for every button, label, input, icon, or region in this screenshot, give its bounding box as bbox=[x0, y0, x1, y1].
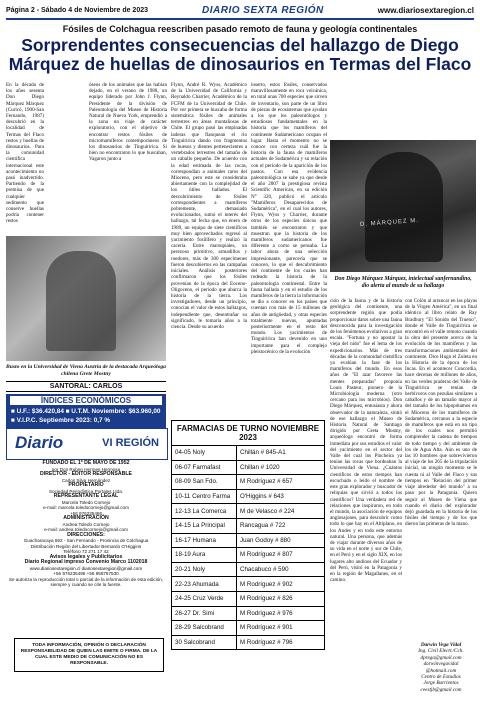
staff-line: Teléfono 72 271 17 42 bbox=[63, 549, 109, 554]
pharmacy-address: M Rodríguez # 796 bbox=[237, 635, 325, 650]
signature-line: Darwin Vega Vidal bbox=[420, 642, 462, 648]
article-col-4: inserto, estos fósiles, conservados maravillosamente en roca volcánica, en total unas 700 especies que sirven de inventario, son parte de un libro de piezas de ecosistemas que ayudan a los que los paleontólogos y estudiosos fundamentales en la historia que los mamíferos del continente Sudamericano ocupan el lugar. Hasta el momento no se conoce con certeza cuál fue la historia de la fauna de mamíferos actuales de Sudamérica y su relación con el período de la aparición de los pastos. Con esa evidencia paleontológica se sabe ya que desde el año 2007 la prestigiosa revista Scientific American, en su edición N° 320, publicó el artículo "Mamíferos Desaparecidos de Sudamérica", en el cual los autores, Flynn, Wyss y Charrier, durante otros de los especies únicos que también se encontraron y que muestran que la historia de los mamíferos sudamericanos fue diferente a como se pensaba. La labor ahora de una selección impresionante, parecería que se conocen, lo que el descubrimiento del continente de los cuales han rodeado la historia de la paleontología continental. Entre la fauna hallada y en el estudio de los mamíferos de la tierra la información se dio a conocer en los países que cuentan con más de 15 millones de años de antigüedad, y otras especies totalmente nuevas, apuntadas posteriormente en el resto del mundo. Los yacimientos de Tinguiririca han devenido en uno importante para el complejo pleistocénico de la evolución bbox=[251, 82, 327, 355]
staff-line: e-mail: andrea.toledocornejo@gmail.com bbox=[44, 527, 128, 532]
article-col-5: ción de la fauna y de la historia geológica del continente, una sorprendente región que podía proporcionar datos sobre una fauna desconocida para la investigación de los fenómenos evolutivos a gran escala. "Fortuna y no apostar la vieja del nido" fue el lema de los expedicionarios. Más de tres décadas de la comunidad científica ya evalúan la fase de los mamíferos del mundo. En esos años de "El azar favorece las mentes preparadas" proponía Louis Pasteur, pionero de la Microbiología moderna (otro cercano para los microbios). Don Diego Márquez, entusiasta y ahora observador de la naturaleza, sintió de ese hallazgo el Museo de Historia Natural de Santiago dirigido por Greta Mostny, arqueóloga encontró de forma inmediata por sus estudios el valor del yacimiento en el sector del Valle del cual los Pincheira ya tenían las rocas que bordeaban la Universidad de Viena. ¿Cuántos científicos de estos tiempos han escuchado o leído el nombre de este gran explorador y buscador de reliquias que sirvió a todos los científicos? Una verdadera red de relaciones que inspiraron, en todo el mundo, la asociación de equipos anglosajones, para descubrir como todo lo que hay en el Altiplano, en los Andes y en todo este entorno natural. Una persona, que además de viajar durante diversos años de su vida en el norte y sur de Chile, en el Perú y en el siglo XIX, en los lugares alto andinos del Ecuador y del Perú, visitó en la Patagonia y en la región de Magallanes, en el camino. bbox=[330, 298, 402, 584]
staff-line: www.diariosextaregion.cl diariosextaregion@gmail.com bbox=[29, 565, 143, 571]
pharmacy-address: M Rodríguez # 807 bbox=[237, 548, 325, 563]
pharmacy-row bbox=[172, 591, 325, 606]
pharmacy-address: Chillán # 845-A1 bbox=[237, 446, 325, 461]
indices-row: ■ V.I.P.C. Septiembre 2023: 0,7 % bbox=[11, 417, 111, 424]
pharmacy-date-name: 20-21 Noly bbox=[172, 562, 237, 577]
pharmacy-address: Juan Godoy # 880 bbox=[237, 533, 325, 548]
header-rule bbox=[6, 18, 474, 20]
economic-indices bbox=[6, 394, 166, 428]
pharmacy-row bbox=[172, 577, 325, 592]
staff-line: Sociedad Periodística Portales Ltda. bbox=[48, 488, 124, 494]
pharmacy-date-name: 22-23 Ahumada bbox=[172, 577, 237, 592]
pharmacy-date-name: 28-29 Salcobrand bbox=[172, 621, 237, 636]
staff-line: ADMINISTRACIÓN bbox=[63, 515, 109, 521]
pharmacy-address: O'Higgins # 643 bbox=[237, 489, 325, 504]
disclaimer-box: TODA INFORMACIÓN, OPINIÓN O DECLARACIÓN RESPONSABILIDAD DE QUIEN LAS EMITE O FIRMA. DE LA CUAL ESTE MEDIO DE COMUNICACIÓN NO ES RESPONSABLE. bbox=[14, 638, 164, 672]
pharmacy-row bbox=[172, 621, 325, 636]
pharmacy-address: M Rodríguez # 657 bbox=[237, 475, 325, 490]
staff-line: FUNDADO EL 1º DE MAYO DE 1952 bbox=[42, 460, 130, 466]
pharmacy-address: Chillan # 1020 bbox=[237, 460, 325, 475]
pharmacy-row bbox=[172, 635, 325, 650]
staff-line: Carlos Silva Hernández bbox=[61, 477, 111, 483]
staff-line: e-mail: marcela.toledocornejo@gmail.com bbox=[43, 505, 129, 510]
pharmacy-row bbox=[172, 460, 325, 475]
staff-line: Guacharacaya 592 - San Fernando - Provincia de Colchagua bbox=[23, 538, 149, 543]
pharmacy-row bbox=[172, 606, 325, 621]
staff-line: Avisos legales y Publicitarios bbox=[49, 553, 123, 560]
staff-line: DIRECCIONES: bbox=[67, 531, 105, 538]
signature-line: Centro de Estudios bbox=[421, 674, 461, 681]
bust-photo bbox=[6, 236, 166, 361]
staff-line: Distribución Región del Libertador Bernardo O'Higgins bbox=[30, 543, 142, 549]
article-col-2: óseos de los animales que las habían dejado, en el verano de 1988, un equipo liderado por John J. Flynn, Presidente de la división de Paleontología del Museo de Historia Natural de Nueva York, emprendió a la zona un viaje de carácter exploratorio, con el objetivo de encontrar restos fósiles de micromamíferos contemporáneos de los dinosaurios de Tinguiririca. Si bien no encontraron lo que buscaban, Vagaron junto a bbox=[89, 82, 167, 163]
pharmacy-date-name: 30 Salcobrand bbox=[172, 635, 237, 650]
article-col-6: con Colón al arrancar en las playas de la Virgen América", en un final idéntico al libro relato de Ray Bradbury "El Sonido del Trueno", donde el Valle de Tinguiririca se encontró en el valle remoto cuando la obra del presente acerca de la evolución de los mamíferos y las transformaciones ambientales del continente. Dice Hugo el Zuleta en la Historia de la época de los Incas. En el acontecer Concordia, hace decenas de millones de años, en las verdes praderas del Valle de Tinguiririca se tenían de herbívoros con pezuñas similares a caballos y de un tamaño mayor al del tamaño de los hipopótamos en el Mioceno de los mamíferos de Sudamérica, cercanos a la especie de mamíferos que está en un tipo de los cuales nos permitió comprender la cadena de tiempos de todo tiempo y del ambiente de los de Agua Alta. Aún es uno de las 10 hombres que sobrevivieron al viaje de los 265 de la tripulación inicial, un ningún momento se le cuenta ni al Valle del Flaco y sus tiempos en "Relación del primer viaje alrededor del mundo" a su paso por la Patagonia. Quiero seguir al Museo de Viena que cuando el diario del explorador dejó guardada en la historia de los fósiles del tiempo y de los que dieron las primeras de la mano. bbox=[405, 298, 477, 528]
page-date: Página 2 - Sábado 4 de Noviembre de 2023 bbox=[6, 6, 148, 14]
diario-logo-box bbox=[6, 428, 168, 460]
staff-line: +56 976235496 bbox=[69, 510, 103, 516]
staff-line: Marcela Toledo Cornejo bbox=[61, 499, 111, 505]
page-header bbox=[6, 3, 474, 17]
signature-line: @hotmail.com bbox=[425, 667, 457, 674]
pharmacy-address: Rancagua # 722 bbox=[237, 518, 325, 533]
staff-line: Andrea Toledo Cornejo bbox=[62, 521, 110, 527]
article-col-3: Flynn, André R. Wyss, Académico de la Universidad de California y Reynaldo Charrier, Académico de la FCFM de la Universidad de Chile. Por ver primera se buscaba de forma sistemática fósiles de animales terrestres en áreas montañosas de Chile. El grupo pasó las empinadas laderas que flanquean el río Tinguiririca dando con fragmentos de huesos y dientes pertenecientes a vertebrados terrestres del tamaño de un caballo pequeño. De acuerdo con la edad estimada de las rocas, correspondían a animales raros del Mioceno, pero este se consideraba abiertamente con la complejidad de los útiles hallados. El descubrimiento de fósiles correspondientes a mamíferos pobremente, demasiado evolucionados, sumó el interés del hallazgo, tal fecha que, en enero de 1989, un equipo de siete científicos muy bien aprovechados regresó al yacimiento fosilífero y realizó la cacería. Entre marsupiales, un perezoso primitivo, armadillos y roedores, más de 300 especímenes fueron descubiertos en las campañas iniciales. Análisis posteriores confirmaron que los fósiles provenían de la época del Eoceno-Oligoceno, el periodo que abarca la historia de la tierra. Los investigadores, desde un principio, conocían el valor de estos hallazgos, independiente que, desentrañar su significado, le tomaría años a la ciencia. Desde su acuerdo bbox=[171, 82, 247, 330]
pharmacy-row bbox=[172, 475, 325, 490]
pharmacy-row bbox=[172, 489, 325, 504]
pharmacy-table-box bbox=[171, 420, 325, 650]
indices-row: ■ U.F.: $36.420,84 ■ U.T.M. Noviembre: $63.960,00 bbox=[11, 408, 161, 415]
pharmacy-address: M Rodríguez # 902 bbox=[237, 577, 325, 592]
pharmacy-date-name: 06-07 Farmafast bbox=[172, 460, 237, 475]
pharmacy-date-name: 16-17 Humana bbox=[172, 533, 237, 548]
pharmacy-date-name: 10-11 Centro Farma bbox=[172, 489, 237, 504]
pharmacy-date-name: 12-13 La Comerca bbox=[172, 504, 237, 519]
staff-line: Diario Regional impreso Convenio Marco 1102018 bbox=[24, 559, 148, 565]
signature-line: darwinvegavidal bbox=[423, 661, 459, 668]
marquez-caption: Don Diego Márquez Márquez, intelectual sanfernandino, dio alerta al mundo de su hallazgo bbox=[334, 276, 472, 289]
pharmacy-date-name: 24-25 Cruz Verde bbox=[172, 591, 237, 606]
pharmacy-table bbox=[171, 445, 325, 650]
santoral: SANTORAL: CARLOS bbox=[6, 381, 166, 392]
staff-line: PROPIETARIO bbox=[68, 482, 104, 488]
staff-line: +56 976235496 +56 958767530 bbox=[53, 571, 119, 576]
pharmacy-title: FARMACIAS DE TURNO NOVIEMBRE 2023 bbox=[171, 420, 325, 445]
website-link[interactable]: www.diariosextaregion.cl bbox=[377, 5, 474, 15]
staff-box bbox=[6, 461, 166, 588]
pharmacy-date-name: 18-19 Aura bbox=[172, 548, 237, 563]
signature-line: Ing. Civil Electr./Cch. bbox=[418, 648, 464, 655]
signature-line: ceestjb@gmail.com bbox=[420, 686, 462, 693]
pharmacy-date-name: 08-09 San Fdo. bbox=[172, 475, 237, 490]
pharmacy-address: M de Velasco # 224 bbox=[237, 504, 325, 519]
article-col-1: En la década de los años sesenta Don Diego Márquez Márquez (Curicó, 1900-San Fernando, 1987) descubrió en la localidad de Termas del Flaco restos y huellas de dinosaurios. Para la comunidad científica internacional este acontecimiento no pasó inadvertido. Partiendo de la premisa de que cualquier sedimento que conserve huellas podría contener restos bbox=[6, 82, 44, 225]
staff-line: REPRESENTANTE LEGAL bbox=[53, 493, 119, 499]
pharmacy-address: M Rodríguez # 976 bbox=[237, 606, 325, 621]
pharmacy-row bbox=[172, 518, 325, 533]
pharmacy-address: M Rodríguez # 901 bbox=[237, 621, 325, 636]
brand-name: DIARIO SEXTA REGIÓN bbox=[202, 4, 324, 16]
pharmacy-row bbox=[172, 533, 325, 548]
pharmacy-date-name: 14-15 La Principal bbox=[172, 518, 237, 533]
pharmacy-row bbox=[172, 504, 325, 519]
marquez-photo bbox=[330, 140, 476, 272]
indices-title: ÍNDICES ECONÓMICOS bbox=[10, 396, 162, 405]
photo-inscription: D. MÁRQUEZ M. bbox=[359, 217, 420, 229]
article-kicker: Fósiles de Colchagua reescriben pasado remoto de fauna y geología continentales bbox=[62, 24, 418, 34]
portrait-figure bbox=[365, 152, 443, 262]
diario-region: VI REGIÓN bbox=[102, 437, 159, 449]
article-headline: Sorprendentes consecuencias del hallazgo de Diego Márquez de huellas de dinosaurios en Termas del Flaco bbox=[8, 35, 472, 74]
pharmacy-address: M Rodríguez # 826 bbox=[237, 591, 325, 606]
pharmacy-address: Chacabuco # 590 bbox=[237, 562, 325, 577]
pharmacy-date-name: 04-05 Noly bbox=[172, 446, 237, 461]
bust-figure bbox=[46, 251, 116, 351]
signature-line: Jorge Barrientos bbox=[423, 680, 459, 687]
author-signature bbox=[405, 642, 477, 693]
pharmacy-date-name: 26-27 Dr. Simi bbox=[172, 606, 237, 621]
signature-line: dprega@gmail.com bbox=[420, 654, 462, 661]
pharmacy-row bbox=[172, 562, 325, 577]
staff-line: Se autoriza la reproducción total o parcial de la información de esta edición, siempre y cuando se cite la fuente. bbox=[8, 576, 164, 587]
bust-caption: Busto en la Universidad de Viena Austria de la destacada Arqueóloga chilena Grete Mostny bbox=[6, 364, 166, 377]
diario-logo: Diario bbox=[15, 433, 64, 452]
pharmacy-row bbox=[172, 548, 325, 563]
staff-line: por Don Ruben Hermes Hermosa bbox=[51, 466, 121, 472]
pharmacy-row bbox=[172, 446, 325, 461]
staff-line: DIRECTOR - EDITOR RESPONSABLE bbox=[39, 471, 133, 477]
